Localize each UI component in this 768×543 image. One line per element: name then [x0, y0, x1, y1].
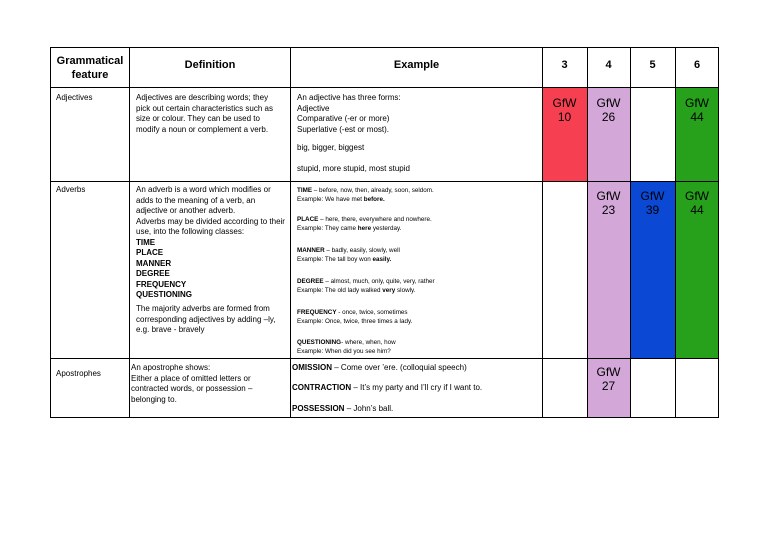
ref-label: GfW — [596, 365, 621, 379]
grid-line — [290, 47, 291, 418]
adjectives-example-line: Adjective — [297, 103, 330, 113]
adjectives-definition: Adjectives are describing words; they pick out certain characteristics such as size or colour. They can be used to modify a noun or complement a verb. — [136, 93, 273, 134]
ref-label: GfW — [685, 189, 709, 203]
apostrophes-feature: Apostrophes — [56, 369, 101, 378]
adverb-class: MANNER — [136, 258, 172, 268]
example-desc: – here, there, everywhere and nowhere. — [318, 216, 432, 223]
example-sentence: Example: We have met — [297, 196, 364, 203]
ref-label: GfW — [552, 96, 577, 110]
grid-line — [50, 47, 51, 418]
adverbs-definition-2: The majority adverbs are formed from corresponding adjectives by adding –ly, e.g. brave - bravely — [136, 304, 276, 334]
ref-number: 23 — [601, 203, 616, 217]
ref-label: GfW — [596, 96, 621, 110]
apostrophes-definition — [131, 363, 286, 405]
apostrophes-example-possession — [292, 404, 540, 415]
example-desc: – It’s my party and I’ll cry if I want to. — [351, 383, 483, 392]
adverbs-example-questioning — [297, 338, 537, 356]
example-desc: – John’s ball. — [344, 404, 394, 413]
example-bold: easily. — [372, 256, 392, 263]
adverb-class: QUESTIONING — [136, 290, 193, 299]
example-desc: - once, twice, sometimes — [336, 309, 408, 316]
example-sentence: Example: When did you see him? — [297, 348, 391, 355]
example-term: OMISSION — [292, 363, 333, 372]
header-col5: 5 — [649, 59, 656, 71]
example-term: POSSESSION — [292, 404, 345, 413]
apostrophes-definition-line: Either a place of omitted letters or contracted words, or possession – belonging to. — [131, 373, 253, 404]
adjectives-feature: Adjectives — [56, 93, 93, 102]
ref-number: 39 — [645, 203, 660, 217]
apostrophes-col4-ref — [587, 359, 630, 393]
example-sentence: Example: They came — [297, 225, 358, 232]
apostrophes-definition-line: An apostrophe shows: — [131, 363, 211, 372]
example-term: QUESTIONING — [297, 339, 342, 346]
example-term: MANNER — [297, 247, 325, 254]
grid-line — [50, 181, 719, 182]
adverb-class: PLACE — [136, 248, 164, 257]
grammar-table — [50, 47, 719, 418]
example-sentence-end: yesterday. — [371, 225, 402, 232]
adverbs-definition-line: Adverbs may be divided according to their use, into the following classes: — [136, 216, 285, 236]
grid-line — [50, 87, 719, 88]
ref-label: GfW — [640, 189, 665, 203]
adjectives-example-2: big, bigger, biggest — [297, 143, 365, 152]
example-bold: before. — [363, 196, 385, 203]
ref-number: 26 — [601, 110, 616, 124]
header-col6: 6 — [693, 59, 701, 71]
adverbs-example-time — [297, 186, 537, 204]
example-sentence: Example: Once, twice, three times a lady. — [297, 318, 413, 325]
example-desc: – before, now, then, already, soon, seldom. — [312, 187, 434, 194]
ref-label: GfW — [596, 189, 621, 203]
example-desc: – Come over ’ere. (colloquial speech) — [332, 363, 467, 372]
ref-number: 10 — [557, 110, 572, 124]
adverbs-example-frequency — [297, 308, 537, 326]
grid-line — [50, 47, 719, 48]
adverbs-col6-ref — [675, 183, 719, 217]
adverbs-example-degree — [297, 277, 537, 295]
apostrophes-example-omission — [292, 363, 540, 374]
header-definition: Definition — [184, 59, 236, 71]
adjectives-example — [297, 93, 537, 135]
header-col4: 4 — [605, 59, 612, 71]
grid-line — [630, 47, 631, 418]
example-bold: very — [382, 287, 396, 294]
example-term: FREQUENCY — [297, 309, 337, 316]
adjectives-col4-ref — [587, 90, 630, 124]
adverb-class: TIME — [136, 237, 156, 247]
example-sentence-end: slowly. — [395, 287, 416, 294]
adverbs-col5-ref — [630, 183, 675, 217]
example-bold: here — [357, 225, 372, 232]
example-term: PLACE — [297, 216, 319, 223]
adverbs-example-place — [297, 215, 537, 233]
adjectives-example-line: An adjective has three forms: — [297, 93, 401, 102]
example-term: DEGREE — [297, 278, 324, 285]
adverb-class: DEGREE — [136, 269, 170, 278]
header-feature: Grammatical feature — [56, 55, 124, 81]
adjectives-example-line: Comparative (-er or more) — [297, 114, 390, 123]
example-term: CONTRACTION — [292, 383, 352, 392]
adjectives-col3-ref — [542, 90, 587, 124]
adverb-class: FREQUENCY — [136, 279, 187, 289]
apostrophes-example-contraction — [292, 383, 540, 394]
adjectives-example-line: Superlative (-est or most). — [297, 124, 390, 134]
adverbs-feature: Adverbs — [56, 185, 86, 194]
header-example: Example — [393, 59, 440, 71]
ref-label: GfW — [685, 96, 709, 110]
ref-number: 44 — [690, 110, 704, 124]
example-sentence: Example: The old lady walked — [297, 287, 383, 294]
example-desc: – badly, easily, slowly, well — [324, 247, 400, 254]
example-desc: - where, when, how — [341, 339, 396, 346]
adverbs-example-manner — [297, 246, 537, 264]
example-term: TIME — [297, 187, 313, 194]
adverbs-definition-line: An adverb is a word which modifies or adds to the meaning of a verb, an adjective or another adverb. — [136, 185, 271, 215]
grid-line — [50, 417, 719, 418]
adjectives-example-3: stupid, more stupid, most stupid — [297, 164, 410, 173]
adverbs-col4-ref — [587, 183, 630, 217]
grid-line — [129, 47, 130, 418]
ref-number: 27 — [601, 379, 616, 393]
adjectives-col6-ref — [675, 90, 719, 124]
ref-number: 44 — [690, 203, 704, 217]
example-sentence: Example: The tall boy won — [297, 256, 373, 263]
adverbs-definition — [136, 185, 287, 301]
header-col3: 3 — [561, 59, 568, 71]
example-desc: – almost, much, only, quite, very, rather — [323, 278, 435, 285]
